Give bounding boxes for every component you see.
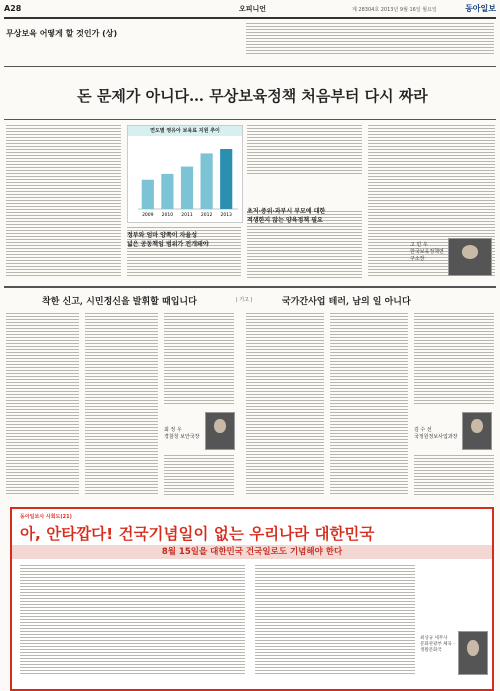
ad-column-2	[255, 564, 415, 677]
chart-tick-label: 2012	[200, 213, 213, 218]
opinion-right-col-3b	[414, 454, 494, 497]
left-author-byline: 최 정 우 경찰청 보안국장	[164, 427, 200, 440]
opinion-right-col-2	[330, 312, 408, 497]
article-column-1	[6, 124, 121, 279]
ad-column-1	[20, 564, 245, 677]
opinion-left-col-3	[164, 312, 234, 407]
columnist-photo	[448, 238, 492, 276]
chart-bar	[181, 167, 193, 209]
issue-date: 제 28304호 2013년 9월 16일 월요일	[352, 7, 437, 13]
main-headline: 돈 문제가 아니다… 무상보육정책 처음부터 다시 짜라	[77, 87, 428, 105]
subhead-c: 초저·중위·과부시 부모에 대한	[247, 208, 326, 215]
opinion-left-title: 착한 신고, 시민정신을 발휘할 때입니다	[42, 297, 197, 307]
newspaper-logo: 동아일보	[465, 3, 496, 13]
subhead-d: 적생한지 않는 양육정책 필요	[247, 217, 323, 224]
subhead-a: 정부와 엄마 양쪽이 자율성	[127, 232, 198, 239]
chart-bar	[142, 180, 154, 209]
headline-bottom-rule	[4, 119, 496, 120]
opinion-right-col-3	[414, 312, 494, 407]
headline-rule	[4, 66, 496, 67]
ad-subtitle: 8월 15일을 대한민국 건국일로도 기념해야 한다	[12, 545, 492, 559]
bar-chart	[127, 125, 243, 223]
ad-kicker: 동아일보사 사회도(21)	[20, 514, 72, 520]
intro-text	[246, 22, 494, 59]
series-title: 무상보육 어떻게 할 것인가 (상)	[6, 29, 118, 38]
page-header	[4, 3, 496, 19]
opinion-tag: | 기고 |	[236, 297, 253, 303]
section-name: 오피니언	[239, 5, 267, 13]
ad-author-photo	[458, 631, 488, 675]
chart-bar	[220, 149, 232, 209]
page-number: A28	[4, 4, 22, 13]
opinion-right-title: 국가간사업 테러, 남의 일 아니다	[282, 297, 411, 307]
chart-tick-label: 2010	[161, 213, 174, 218]
left-author-photo	[205, 412, 235, 450]
ad-credit: 최상규 세무사 문화관광부 체육 · 생활문화국	[420, 636, 455, 653]
opinion-left-col-1	[6, 312, 79, 497]
chart-bar	[201, 153, 213, 209]
chart-plot	[128, 137, 242, 221]
opinion-rule	[4, 286, 496, 288]
right-author-byline: 김 수 선 국정원정보사업과장	[414, 427, 458, 440]
chart-tick-label: 2013	[220, 213, 232, 218]
chart-tick-label: 2011	[181, 213, 193, 218]
opinion-right-col-1	[246, 312, 324, 497]
advertisement-box	[10, 507, 494, 691]
columnist-byline: 고 민 우 한국보육정책연구소장	[410, 242, 444, 262]
right-author-photo	[462, 412, 492, 450]
article-column-3a	[247, 124, 362, 177]
opinion-left-col-2	[85, 312, 158, 497]
ad-title: 아, 안타깝다! 건국기념일이 없는 우리나라 대한민국	[20, 525, 375, 543]
opinion-left-col-3b	[164, 454, 234, 497]
chart-title: 연도별 영유아 보육료 지원 추이	[128, 126, 242, 136]
chart-bar	[161, 174, 173, 209]
chart-tick-label: 2009	[142, 213, 154, 218]
subhead-b: 넓은 공동책임 범위가 전개돼야	[127, 241, 209, 248]
